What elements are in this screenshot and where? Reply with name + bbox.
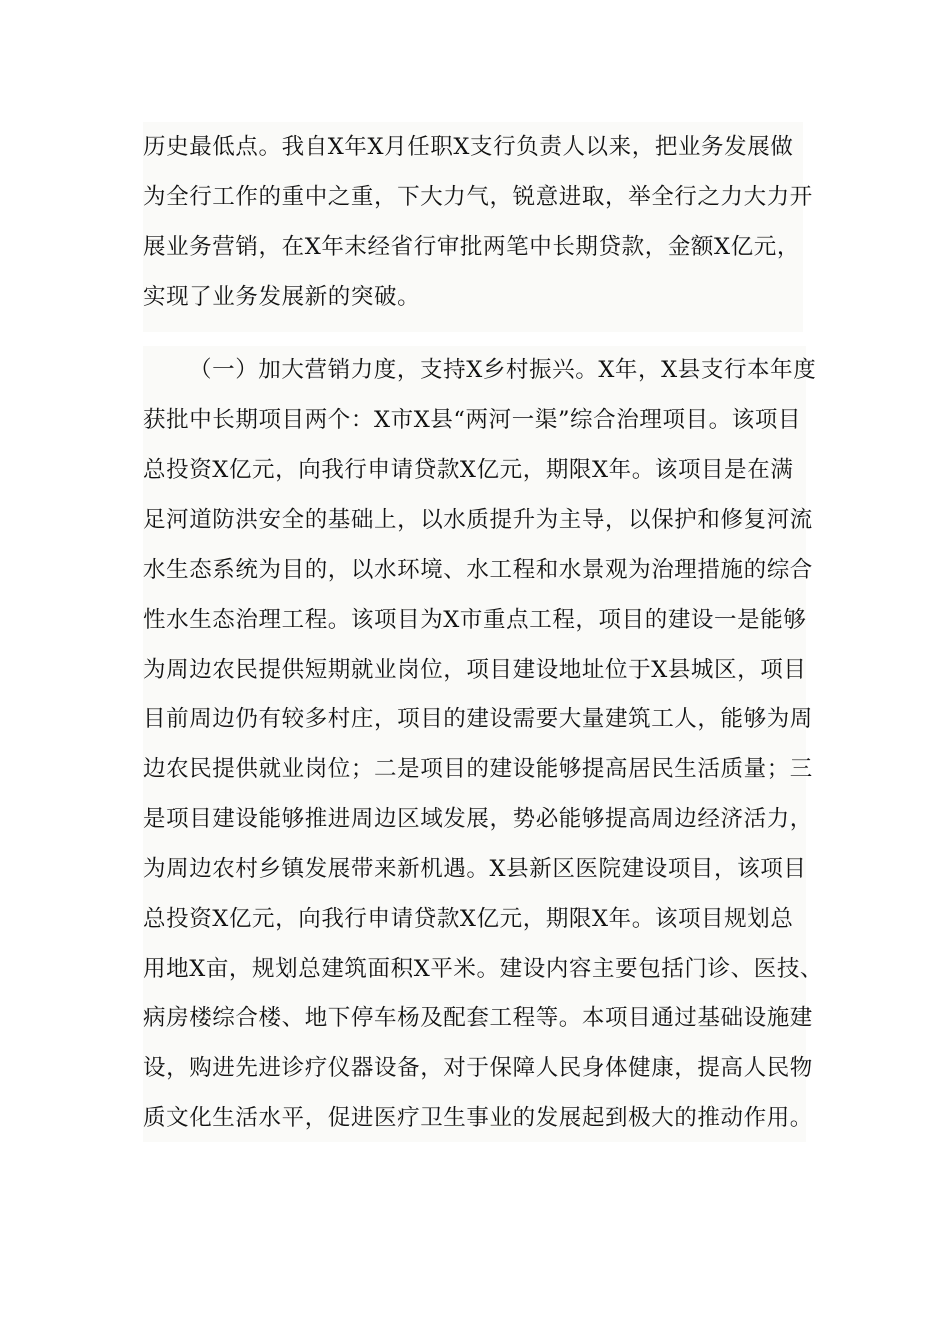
paragraph-line: 病房楼综合楼、地下停车杨及配套工程等。本项目通过基础设施建 — [143, 1005, 813, 1031]
paragraph-line: 总投资X亿元，向我行申请贷款X亿元，期限X年。该项目是在满 — [143, 457, 794, 483]
paragraph-line: 历史最低点。我自X年X月任职X支行负责人以来，把业务发展做 — [143, 134, 794, 160]
paragraph-1 — [143, 122, 813, 332]
paragraph-line: 水生态系统为目的，以水环境、水工程和水景观为治理措施的综合 — [143, 557, 813, 583]
paragraph-line: 目前周边仍有较多村庄，项目的建设需要大量建筑工人，能够为周 — [143, 706, 813, 732]
paragraph-line: 设，购进先进诊疗仪器设备，对于保障人民身体健康，提高人民物 — [143, 1055, 813, 1081]
paragraph-line: 为全行工作的重中之重，下大力气，锐意进取，举全行之力大力开 — [143, 184, 813, 210]
paragraph-2 — [143, 346, 824, 1142]
paragraph-line: 是项目建设能够推进周边区域发展，势必能够提高周边经济活力， — [143, 806, 813, 832]
paragraph-line: 质文化生活水平，促进医疗卫生事业的发展起到极大的推动作用。 — [143, 1105, 813, 1131]
paragraph-line: 性水生态治理工程。该项目为X市重点工程，项目的建设一是能够 — [143, 607, 807, 633]
paragraph-line: 为周边农民提供短期就业岗位，项目建设地址位于X县城区，项目 — [143, 657, 807, 683]
paragraph-line: 为周边农村乡镇发展带来新机遇。X县新区医院建设项目，该项目 — [143, 856, 807, 882]
paragraph-line: 总投资X亿元，向我行申请贷款X亿元，期限X年。该项目规划总 — [143, 906, 794, 932]
paragraph-line: 用地X亩，规划总建筑面积X平米。建设内容主要包括门诊、医技、 — [143, 956, 824, 982]
paragraph-line: （一）加大营销力度，支持X乡村振兴。X年，X县支行本年度 — [189, 357, 817, 383]
paragraph-line: 边农民提供就业岗位；二是项目的建设能够提高居民生活质量；三 — [143, 756, 813, 782]
paragraph-line: 获批中长期项目两个：X市X县“两河一渠”综合治理项目。该项目 — [143, 407, 802, 433]
paragraph-line: 实现了业务发展新的突破。 — [143, 284, 421, 310]
paragraph-line: 足河道防洪安全的基础上，以水质提升为主导，以保护和修复河流 — [143, 507, 813, 533]
paragraph-line: 展业务营销，在X年末经省行审批两笔中长期贷款，金额X亿元， — [143, 234, 800, 260]
